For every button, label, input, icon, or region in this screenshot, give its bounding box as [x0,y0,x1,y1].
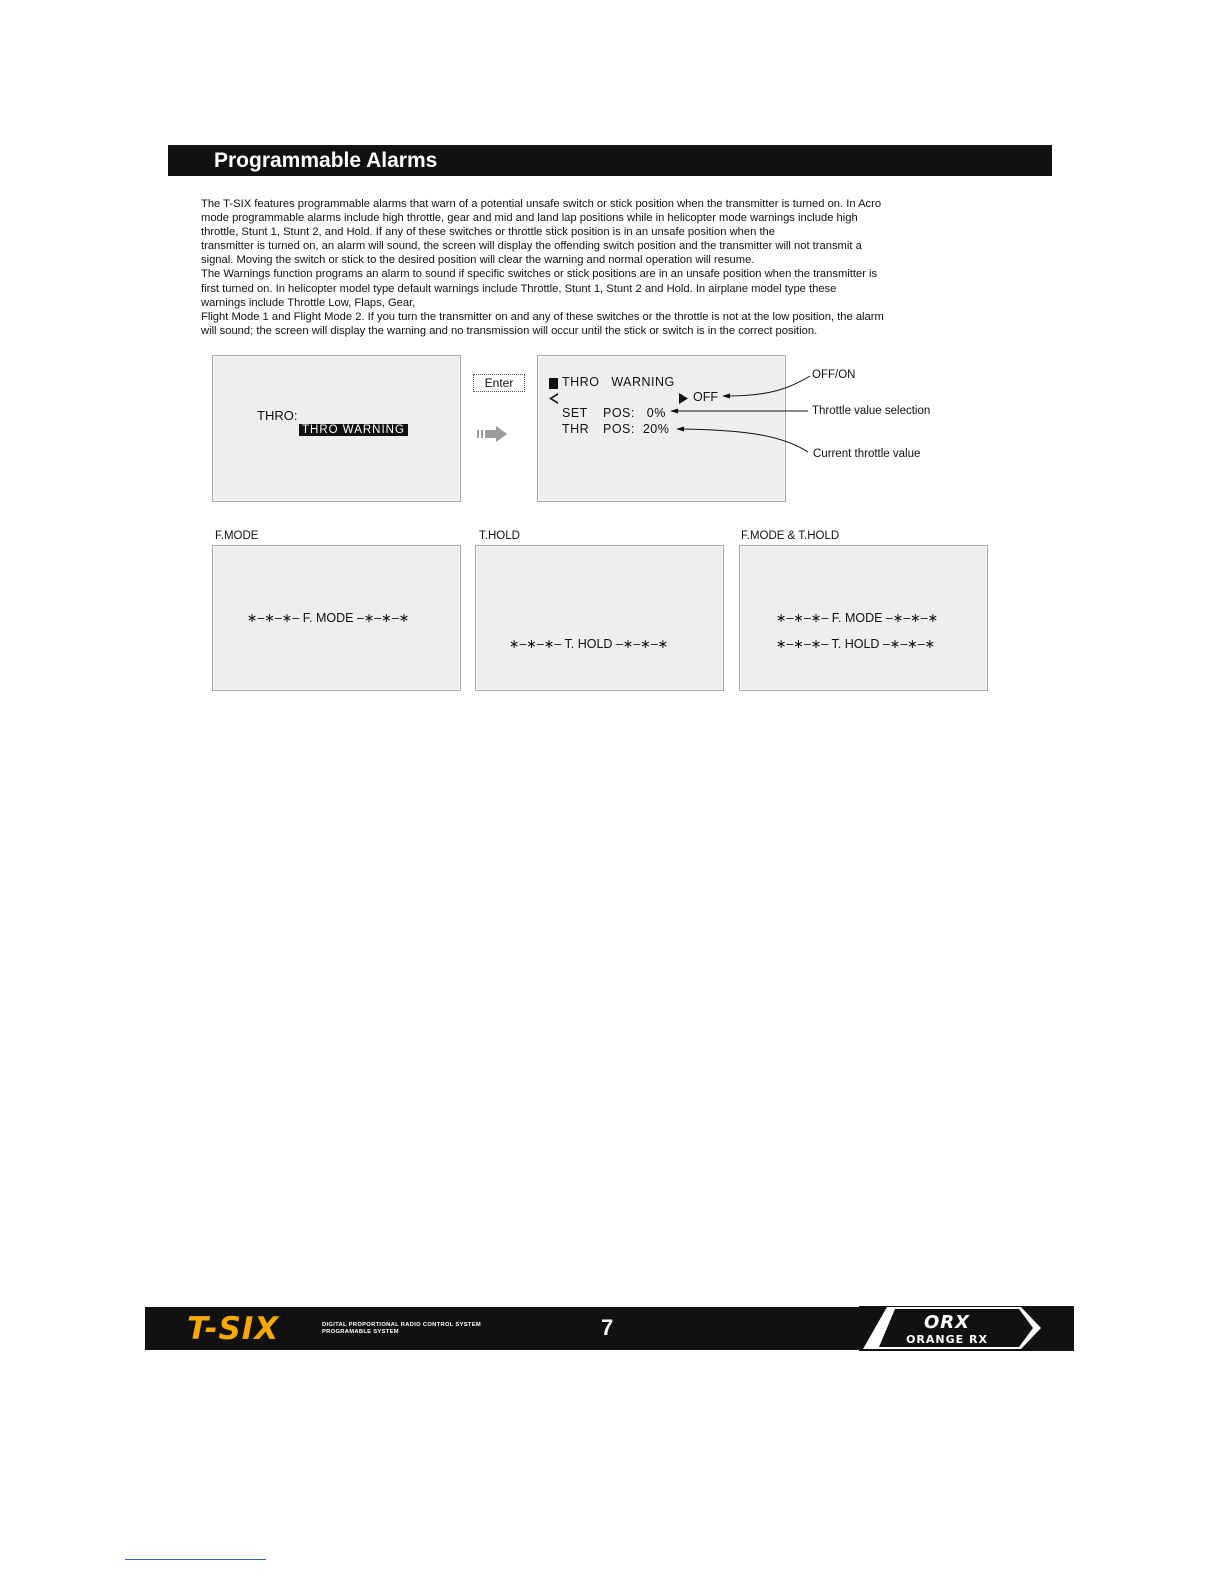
thold-warning-text: ∗–∗–∗– T. HOLD –∗–∗–∗ [509,637,669,651]
orange-rx-logo [859,1306,1074,1351]
callout-line-current [682,429,808,452]
logo-mark: ORX [923,1312,971,1333]
set-label: SET [562,406,588,420]
caption-fmode: F.MODE [215,530,259,542]
thro-label: THRO: [257,408,298,423]
lcd-screen-thro [212,355,461,502]
caption-fmode-thold: F.MODE & T.HOLD [741,530,840,542]
body-line: warnings include Throttle Low, Flaps, Gear, [201,296,416,309]
body-line: signal. Moving the switch or stick to the desired position will clear the warning and normal operation will resume. [201,254,755,267]
footer-brand: T-SIX [187,1311,280,1347]
callout-lines [660,368,820,468]
body-line: transmitter is turned on, an alarm will sound, the screen will display the offending switch position and the transmitter will not transmit a [201,240,862,253]
body-line: first turned on. In helicopter model type default warnings include Throttle, Stunt 1, Stunt 2 and Hold. In airplane model type these [201,282,837,295]
lcd-screen-fmode [212,545,461,691]
enter-key: Enter [473,374,525,392]
body-line: mode programmable alarms include high throttle, gear and mid and land lap positions while in helicopter mode warnings include high [201,212,858,225]
body-line: Flight Mode 1 and Flight Mode 2. If you turn the transmitter on and any of these switches or the throttle is not at the low position, the alarm [201,310,884,323]
thr-label: THR [562,422,590,436]
callout-throttle-selection: Throttle value selection [812,405,931,417]
footer-desc-line: PROGRAMABLE SYSTEM [322,1329,399,1335]
cursor-block-icon [549,378,558,389]
section-title: Programmable Alarms [214,149,438,172]
right-arrow-icon [476,424,510,444]
callout-off-on: OFF/ON [812,369,856,381]
callout-arrowhead [722,394,730,399]
body-line: The T-SIX features programmable alarms that warn of a potential unsafe switch or stick position when the transmitter is turned on. In Acro [201,198,882,210]
body-text [201,197,1031,338]
callout-line-off-on [728,376,810,396]
back-arrow-icon [549,393,559,404]
section-header [168,145,1052,176]
lcd-screen-thold [475,545,724,691]
footer-bar [145,1307,1074,1350]
page-number: 7 [601,1315,614,1340]
footer-description [322,1322,481,1336]
body-line: will sound; the screen will display the warning and no transmission will occur until the stick or switch is in the correct position. [201,324,818,337]
body-line: throttle, Stunt 1, Stunt 2, and Hold. If any of these switches or throttle stick position is in an unsafe position when the [201,226,775,239]
logo-text: ORANGE RX [906,1333,988,1346]
both-thold-warning-text: ∗–∗–∗– T. HOLD –∗–∗–∗ [776,637,936,651]
body-line: The Warnings function programs an alarm to sound if specific switches or stick positions are in an unsafe position when the transmitter is [201,268,878,281]
lcd-screen-fmode-thold [739,545,988,691]
warning-value: OFF [693,390,718,404]
callout-arrowhead [670,409,678,414]
thro-warning-highlight: THRO WARNING [299,424,408,436]
callout-arrowhead [676,427,684,432]
footer-desc-line: DIGITAL PROPORTIONAL RADIO CONTROL SYSTEM [322,1322,482,1328]
warning-title: THRO WARNING [562,375,675,389]
caption-thold: T.HOLD [479,530,520,542]
set-pos: POS: 0% [603,406,666,420]
fmode-warning-text: ∗–∗–∗– F. MODE –∗–∗–∗ [247,611,410,625]
both-fmode-warning-text: ∗–∗–∗– F. MODE –∗–∗–∗ [776,611,939,625]
bottom-rule [125,1559,266,1560]
callout-current-throttle: Current throttle value [813,448,921,460]
thr-pos: POS: 20% [603,422,670,436]
